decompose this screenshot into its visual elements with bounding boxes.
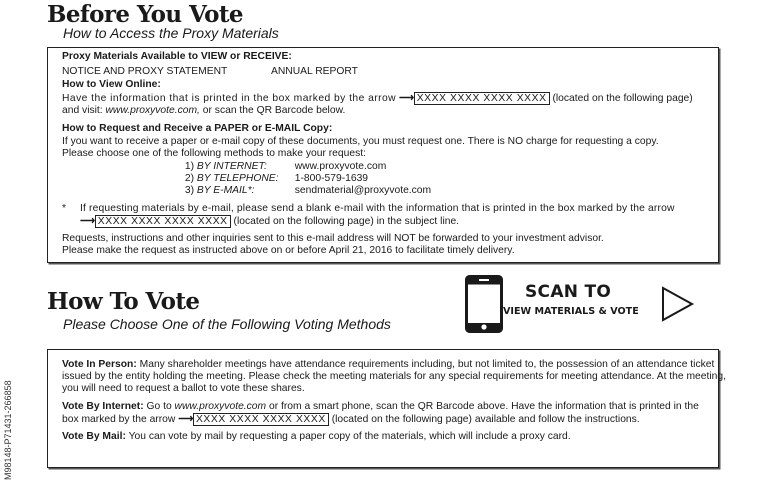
method-telephone bbox=[178, 173, 368, 185]
view-online-line1 bbox=[62, 92, 693, 105]
footnote-line1: If requesting materials by e-mail, please send a blank e-mail with the information that is printed in the box marked by the arrow bbox=[80, 203, 675, 214]
view-online-text: Have the information that is printed in the box marked by the arrow bbox=[62, 93, 397, 104]
box-marked-text: box marked by the arrow bbox=[62, 414, 176, 425]
notice-advisor: Requests, instructions and other inquiries sent to this e-mail address will NOT be forwarded to your investment advisor. bbox=[62, 233, 604, 244]
side-document-code: M98148-P71431-266858 bbox=[3, 380, 13, 480]
footnote-line2 bbox=[80, 215, 459, 228]
vote-by-internet-label: Vote By Internet: bbox=[62, 401, 144, 412]
go-to-text: Go to bbox=[146, 401, 175, 412]
vote-by-mail-line bbox=[62, 431, 571, 443]
vote-by-internet-text: or from a smart phone, scan the QR Barcode above. Have the information that is printed in the bbox=[266, 401, 699, 412]
method-email bbox=[178, 185, 431, 197]
materials-available-heading: Proxy Materials Available to VIEW or RECEIVE: bbox=[62, 51, 292, 62]
subject-line-text: (located on the following page) in the subject line. bbox=[233, 216, 460, 227]
request-choose-text: Please choose one of the following methods to make your request: bbox=[62, 148, 366, 159]
smartphone-icon bbox=[465, 275, 503, 333]
scan-to-label: SCAN TO bbox=[525, 282, 612, 302]
vote-in-person-label: Vote In Person: bbox=[62, 359, 137, 370]
control-number-box: XXXX XXXX XXXX XXXX bbox=[193, 413, 329, 426]
proxyvote-link[interactable]: www.proxyvote.com, bbox=[105, 105, 200, 116]
visit-text: and visit: bbox=[62, 105, 106, 116]
method-value[interactable]: www.proxyvote.com bbox=[294, 161, 387, 172]
method-number: 2) bbox=[184, 173, 194, 184]
vote-in-person-line2: issued by the entity holding the meeting. Please check the meeting materials for any special requirements for meeting attendance. At the meeting, bbox=[62, 371, 726, 382]
vote-in-person-text: Many shareholder meetings have attendance requirements including, but not limited to, the possession of an attendance ticket bbox=[139, 359, 715, 370]
view-online-line2 bbox=[62, 105, 345, 117]
follow-instructions-text: (located on the following page) available and follow the instructions. bbox=[331, 414, 640, 425]
view-materials-vote-label: VIEW MATERIALS & VOTE bbox=[503, 306, 639, 317]
request-copy-text: If you want to receive a paper or e-mail copy of these documents, you must request one. There is NO charge for requesting a copy. bbox=[62, 136, 659, 147]
method-value[interactable]: sendmaterial@proxyvote.com bbox=[294, 185, 432, 196]
view-online-heading: How to View Online: bbox=[62, 79, 161, 90]
right-arrow-icon: ⟶ bbox=[178, 414, 193, 425]
method-number: 1) bbox=[184, 161, 194, 172]
vote-by-internet-line1 bbox=[62, 401, 699, 413]
how-to-vote-title: How To Vote bbox=[47, 288, 200, 315]
control-number-box: XXXX XXXX XXXX XXXX bbox=[414, 92, 550, 105]
request-copy-heading: How to Request and Receive a PAPER or E-MAIL Copy: bbox=[62, 123, 333, 134]
control-number-box: XXXX XXXX XXXX XXXX bbox=[95, 215, 231, 228]
method-number: 3) bbox=[184, 185, 194, 196]
method-label: BY TELEPHONE: bbox=[196, 173, 279, 184]
method-label: BY INTERNET: bbox=[196, 161, 267, 172]
vote-in-person-line1 bbox=[62, 359, 714, 371]
vote-by-mail-label: Vote By Mail: bbox=[62, 431, 126, 442]
vote-in-person-line3: you will need to request a ballot to vote these shares. bbox=[62, 383, 305, 394]
right-arrow-icon: ⟶ bbox=[398, 93, 414, 104]
located-following-page: (located on the following page) bbox=[552, 93, 693, 104]
play-triangle-icon bbox=[661, 286, 695, 322]
notice-deadline: Please make the request as instructed above on or before April 21, 2016 to facilitate timely delivery. bbox=[62, 245, 515, 256]
vote-by-mail-text: You can vote by mail by requesting a paper copy of the materials, which will include a proxy card. bbox=[128, 431, 571, 442]
right-arrow-icon: ⟶ bbox=[80, 216, 95, 227]
material-annual-report: ANNUAL REPORT bbox=[271, 66, 358, 77]
material-notice-proxy-statement: NOTICE AND PROXY STATEMENT bbox=[62, 66, 228, 77]
proxyvote-link[interactable]: www.proxyvote.com bbox=[174, 401, 267, 412]
access-proxy-subtitle: How to Access the Proxy Materials bbox=[63, 25, 279, 41]
vote-by-internet-line2 bbox=[62, 413, 640, 426]
method-label: BY E-MAIL*: bbox=[196, 185, 255, 196]
voting-methods-subtitle: Please Choose One of the Following Voting Methods bbox=[63, 316, 391, 332]
method-value: 1-800-579-1639 bbox=[294, 173, 369, 184]
footnote-star: * bbox=[62, 203, 67, 214]
method-internet bbox=[178, 161, 386, 173]
before-you-vote-title: Before You Vote bbox=[47, 1, 243, 28]
scan-qr-text: or scan the QR Barcode below. bbox=[199, 105, 346, 116]
